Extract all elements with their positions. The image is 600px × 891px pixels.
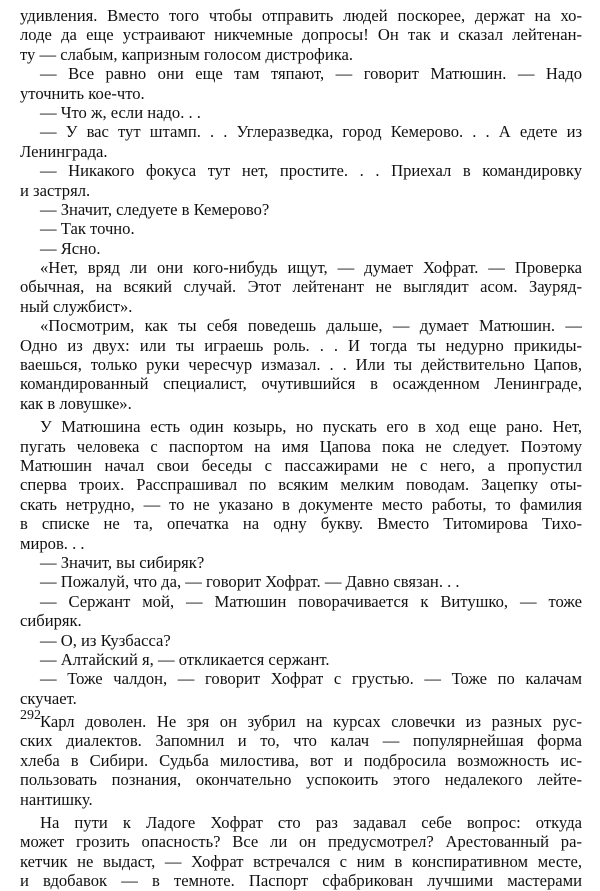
text-line: миров. . . <box>20 533 85 553</box>
text-line: — Пожалуй, что да, — говорит Хофрат. — Давно связан. . . <box>40 572 460 592</box>
text-line: сибиряк. <box>20 611 82 631</box>
text-line: лоде да еще устраивают никчемные допросы! Он так и сказал лейтенан- <box>20 25 582 45</box>
page-number: 292 <box>20 708 41 723</box>
text-line: ских диалектов. Запомнил и то, что калач — популярнейшая форма <box>20 731 582 751</box>
text-line: и застрял. <box>20 180 91 200</box>
text-line: — Значит, следуете в Кемерово? <box>40 199 270 219</box>
text-line: ту — слабым, капризным голосом дистрофика. <box>20 44 354 64</box>
text-line: уточнить кое-что. <box>20 83 145 103</box>
text-line: пользовать познания, окончательно успокоить этого недалекого лейте- <box>20 770 582 790</box>
text-line: — Алтайский я, — откликается сержант. <box>40 649 330 669</box>
text-line: обычная, на всякий случай. Этот лейтенант не выглядит асом. Зауряд- <box>20 277 582 297</box>
text-line: — Сержант мой, — Матюшин поворачивается к Витушко, — тоже <box>40 591 582 611</box>
text-line: — У вас тут штамп. . . Углеразведка, город Кемерово. . . А едете из <box>40 122 582 142</box>
text-line: скучает. <box>20 688 77 708</box>
text-line: командированный специалист, очутившийся в осажденном Ленинграде, <box>20 374 582 394</box>
text-line: кетчик не выдаст, — Хофрат встречался с ним в конспиративном месте, <box>20 851 582 871</box>
text-line: — Значит, вы сибиряк? <box>40 552 205 572</box>
text-line: — Никакого фокуса тут нет, простите. . . Приехал в командировку <box>40 161 582 181</box>
text-line: ваешься, только руки чересчур измазал. . . Или ты действительно Цапов, <box>20 355 582 375</box>
text-line: — Так точно. <box>40 219 135 239</box>
text-line: Одно из двух: или ты играешь роль. . . И тогда ты недурно прикиды- <box>20 335 582 355</box>
text-line: «Посмотрим, как ты себя поведешь дальше, — думает Матюшин. — <box>40 316 582 336</box>
text-line: удивления. Вместо того чтобы отправить людей поскорее, держат на хо- <box>20 6 582 25</box>
text-line: сперва троих. Расспрашивал по всяким мелким поводам. Зацепку оты- <box>20 475 582 495</box>
text-line: Ленинграда. <box>20 141 108 161</box>
text-line: Матюшин начал свои беседы с пассажирами не с него, а пропустил <box>20 455 582 475</box>
text-line: в списке не та, опечатка на одну букву. Вместо Титомирова Тихо- <box>20 514 582 534</box>
body-text <box>20 6 582 891</box>
text-line: — Ясно. <box>40 238 101 258</box>
text-line: — Все равно они еще там тяпают, — говорит Матюшин. — Надо <box>40 64 582 84</box>
text-line: и вдобавок — в темноте. Паспорт сфабрикован лучшими мастерами <box>20 871 582 891</box>
text-line: скать нетрудно, — то не указано в документе место работы, то фамилия <box>20 494 582 514</box>
text-line: ный службист». <box>20 296 133 316</box>
text-line: нантишку. <box>20 789 93 809</box>
text-line: — О, из Кузбасса? <box>40 630 171 650</box>
text-line: Карл доволен. Не зря он зубрил на курсах словечки из разных рус- <box>40 712 582 732</box>
text-line: — Тоже чалдон, — говорит Хофрат с грустью. — Тоже по калачам <box>40 669 582 689</box>
text-line: может грозить опасность? Все ли он предусмотрел? Арестованный ра- <box>20 832 582 852</box>
text-line: как в ловушке». <box>20 393 132 413</box>
text-line: хлеба в Сибири. Судьба милостива, вот и подбросила возможность ис- <box>20 750 582 770</box>
text-line: У Матюшина есть один козырь, но пускать его в ход еще рано. Нет, <box>40 417 582 437</box>
text-line: На пути к Ладоге Хофрат сто раз задавал себе вопрос: откуда <box>40 813 582 833</box>
text-line: пугать человека с паспортом на имя Цапова пока не следует. Поэтому <box>20 436 582 456</box>
text-line: — Что ж, если надо. . . <box>40 102 201 122</box>
text-line: «Нет, вряд ли они кого-нибудь ищут, — думает Хофрат. — Проверка <box>40 258 582 278</box>
